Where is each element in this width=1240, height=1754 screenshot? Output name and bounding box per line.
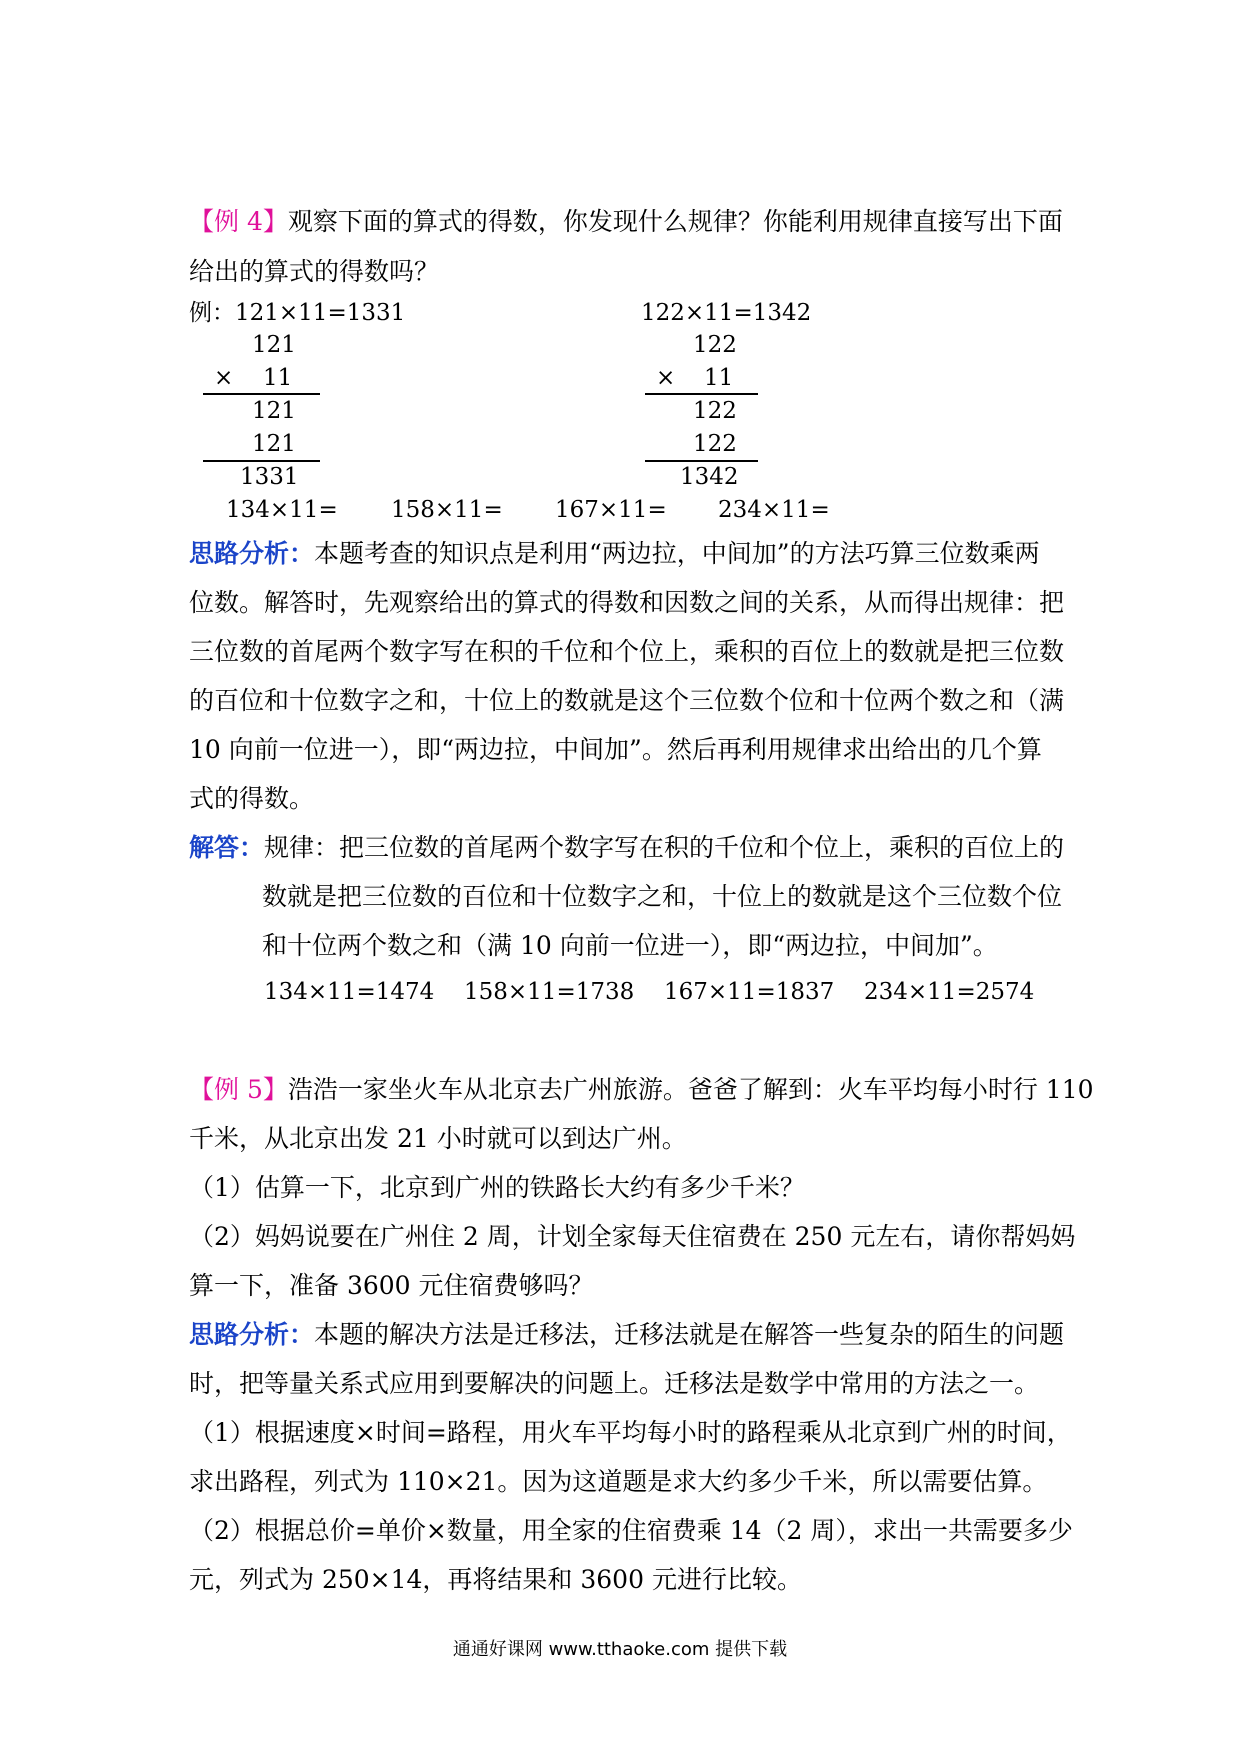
ex5-question-line-2: 千米，从北京出发 21 小时就可以到达广州。 xyxy=(189,1124,687,1153)
ex4-right-partial-1: 122 xyxy=(693,398,737,424)
ex4-answer-label: 解答： xyxy=(189,833,265,862)
ex5-analysis-line: 元，列式为 250×14，再将结果和 3600 元进行比较。 xyxy=(189,1565,802,1594)
ex4-question-line-2: 给出的算式的得数吗？ xyxy=(189,257,440,286)
ex5-tag: 【例 5】 xyxy=(189,1075,288,1104)
ex4-analysis-line: 位数。解答时，先观察给出的算式的得数和因数之间的关系，从而得出规律：把 xyxy=(189,588,1065,617)
ex4-tag: 【例 4】 xyxy=(189,207,288,236)
ex4-problem: 167×11= xyxy=(555,497,667,523)
ex4-right-multiplicand: 122 xyxy=(693,332,737,358)
ex5-analysis-line: 思路分析：本题的解决方法是迁移法，迁移法就是在解答一些复杂的陌生的问题 xyxy=(189,1320,1065,1349)
ex4-left-times-sign: × xyxy=(214,365,234,391)
ex4-left-rule-1 xyxy=(203,393,320,395)
ex4-right-multiplier: 11 xyxy=(704,365,734,391)
ex4-answer-result: 134×11=1474 xyxy=(264,979,435,1005)
ex4-left-partial-1: 121 xyxy=(252,398,296,424)
ex4-right-result: 1342 xyxy=(680,464,739,490)
ex4-answer-line: 数就是把三位数的百位和十位数字之和，十位上的数就是这个三位数个位 xyxy=(262,882,1063,911)
ex4-right-times-sign: × xyxy=(656,365,676,391)
ex5-question-part-2-cont: 算一下，准备 3600 元住宿费够吗？ xyxy=(189,1271,594,1300)
ex5-analysis-line: （2）根据总价=单价×数量，用全家的住宿费乘 14（2 周），求出一共需要多少 xyxy=(189,1516,1073,1545)
ex4-analysis-label: 思路分析： xyxy=(189,539,315,568)
ex4-left-multiplier: 11 xyxy=(263,365,293,391)
ex4-analysis-line: 10 向前一位进一），即“两边拉，中间加”。然后再利用规律求出给出的几个算 xyxy=(189,735,1042,764)
page-footer: 通通好课网 www.tthaoke.com 提供下载 xyxy=(452,1639,788,1660)
ex4-answer-result: 158×11=1738 xyxy=(464,979,635,1005)
ex4-problem: 134×11= xyxy=(226,497,338,523)
ex4-answer-line: 和十位两个数之和（满 10 向前一位进一），即“两边拉，中间加”。 xyxy=(262,931,998,960)
ex4-answer-result: 167×11=1837 xyxy=(664,979,835,1005)
ex4-analysis-line: 三位数的首尾两个数字写在积的千位和个位上，乘积的百位上的数就是把三位数 xyxy=(189,637,1065,666)
ex4-right-partial-2: 122 xyxy=(693,431,737,457)
ex4-example-right-equation: 122×11=1342 xyxy=(641,300,812,326)
ex5-analysis-line: （1）根据速度×时间=路程，用火车平均每小时的路程乘从北京到广州的时间， xyxy=(189,1418,1072,1447)
ex4-answer-line: 解答：规律：把三位数的首尾两个数字写在积的千位和个位上，乘积的百位上的 xyxy=(189,833,1065,862)
ex4-analysis-line: 的百位和十位数字之和，十位上的数就是这个三位数个位和十位两个数之和（满 xyxy=(189,686,1065,715)
ex4-problem: 234×11= xyxy=(718,497,830,523)
ex5-question-part-1: （1）估算一下，北京到广州的铁路长大约有多少千米？ xyxy=(189,1173,805,1202)
ex4-left-partial-2: 121 xyxy=(252,431,296,457)
ex5-question-part-2: （2）妈妈说要在广州住 2 周，计划全家每天住宿费在 250 元左右，请你帮妈妈 xyxy=(189,1222,1076,1251)
ex4-answer-result: 234×11=2574 xyxy=(864,979,1035,1005)
ex4-example-left-equation: 例：121×11=1331 xyxy=(189,300,406,326)
ex4-question-line-1: 【例 4】观察下面的算式的得数，你发现什么规律？你能利用规律直接写出下面 xyxy=(189,207,1063,236)
ex4-left-multiplicand: 121 xyxy=(252,332,296,358)
ex4-analysis-line: 思路分析：本题考查的知识点是利用“两边拉，中间加”的方法巧算三位数乘两 xyxy=(189,539,1040,568)
ex5-question-line-1: 【例 5】浩浩一家坐火车从北京去广州旅游。爸爸了解到：火车平均每小时行 110 xyxy=(189,1075,1094,1104)
ex5-analysis-label: 思路分析： xyxy=(189,1320,315,1349)
ex5-analysis-line: 求出路程，列式为 110×21。因为这道题是求大约多少千米，所以需要估算。 xyxy=(189,1467,1048,1496)
ex4-analysis-line: 式的得数。 xyxy=(189,784,315,813)
ex4-problem: 158×11= xyxy=(391,497,503,523)
ex4-left-result: 1331 xyxy=(240,464,299,490)
ex4-right-rule-1 xyxy=(645,393,758,395)
ex5-analysis-line: 时，把等量关系式应用到要解决的问题上。迁移法是数学中常用的方法之一。 xyxy=(189,1369,1040,1398)
